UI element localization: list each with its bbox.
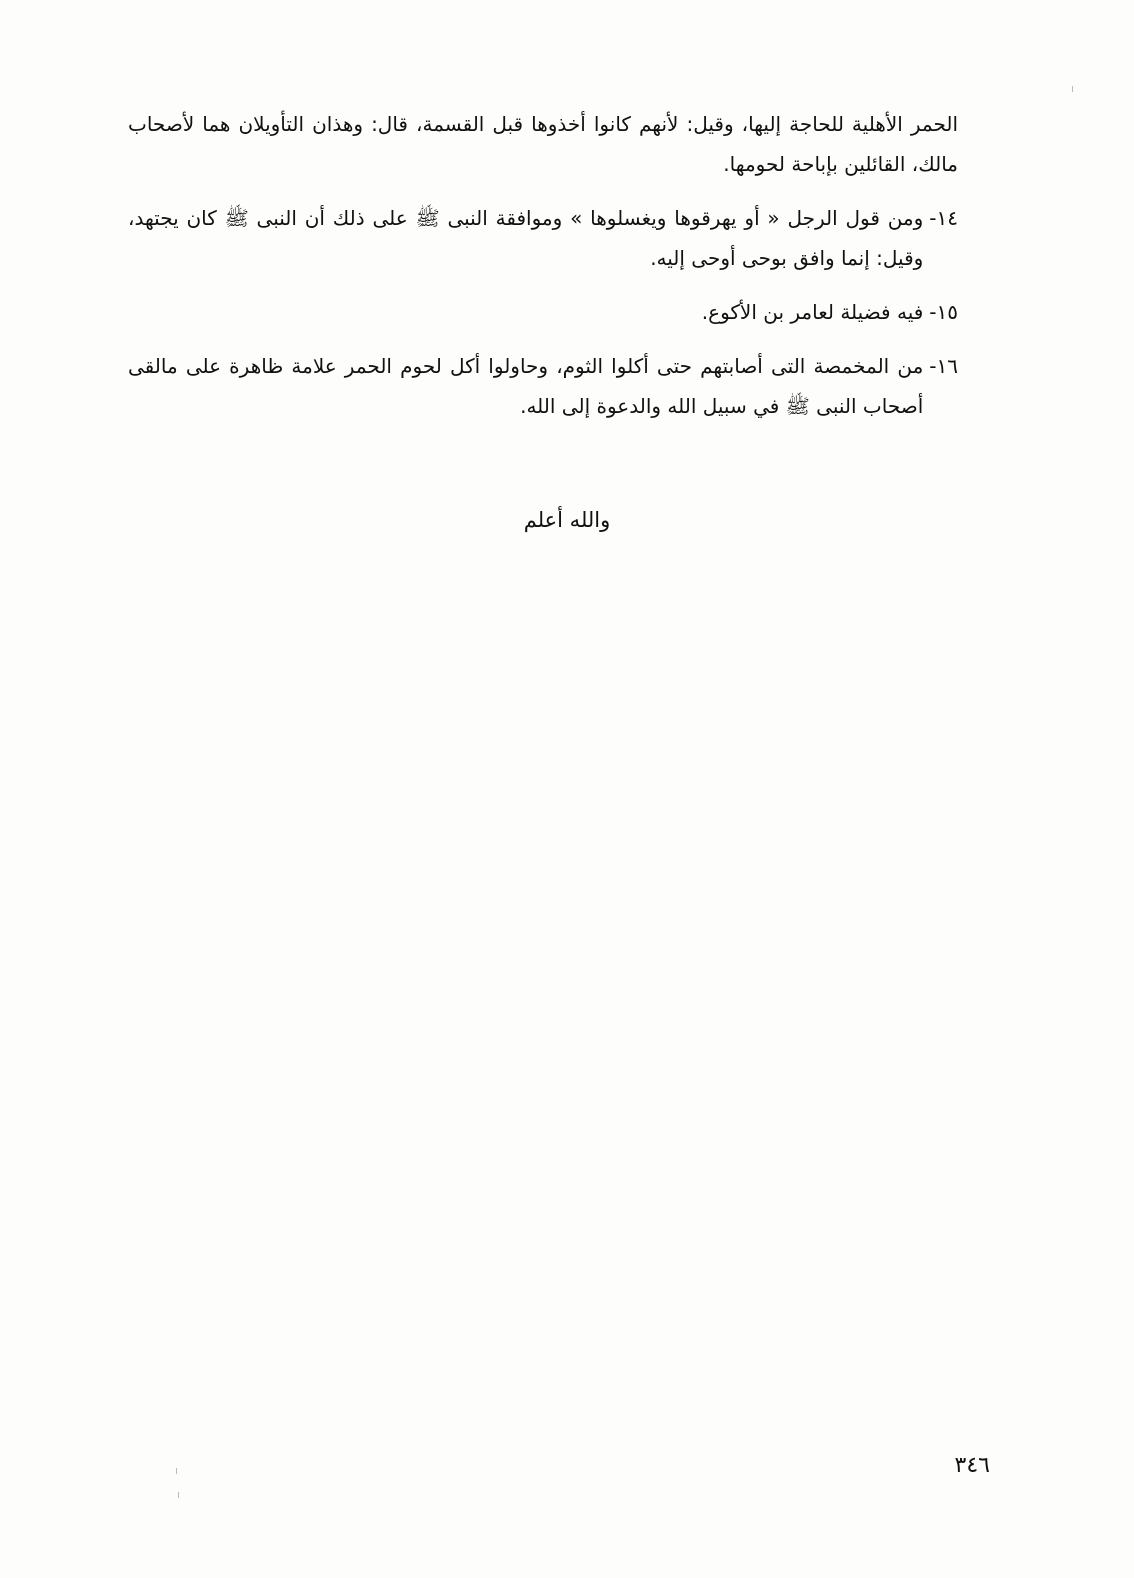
scan-speck: [178, 1492, 179, 1498]
closing-phrase: والله أعلم: [523, 508, 611, 532]
list-item: [128, 292, 958, 332]
list-item: [128, 346, 958, 426]
scan-speck: [1072, 86, 1073, 92]
intro-paragraph: الحمر الأهلية للحاجة إليها، وقيل: لأنهم كانوا أخذوها قبل القسمة، قال: وهذان التأويلان هما لأصحاب مالك، القائلين بإباحة لحومها.: [128, 112, 958, 176]
item-number: ١٥-: [929, 300, 958, 324]
scan-speck: [176, 1468, 177, 1474]
page-number: ٣٤٦: [954, 1453, 990, 1478]
item-text: فيه فضيلة لعامر بن الأكوع.: [701, 300, 924, 324]
item-number: ١٤-: [929, 206, 958, 230]
document-body: [128, 104, 958, 440]
item-text: ومن قول الرجل « أو يهرقوها ويغسلوها » وموافقة النبى ﷺ على ذلك أن النبى ﷺ كان يجتهد، وقيل: إنما وافق بوحى أوحى إليه.: [128, 206, 924, 270]
item-number: ١٦-: [929, 354, 958, 378]
item-text: من المخمصة التى أصابتهم حتى أكلوا الثوم، وحاولوا أكل لحوم الحمر علامة ظاهرة على مالقى أصحاب النبى ﷺ في سبيل الله والدعوة إلى الله.: [128, 354, 924, 418]
list-item: [128, 198, 958, 278]
